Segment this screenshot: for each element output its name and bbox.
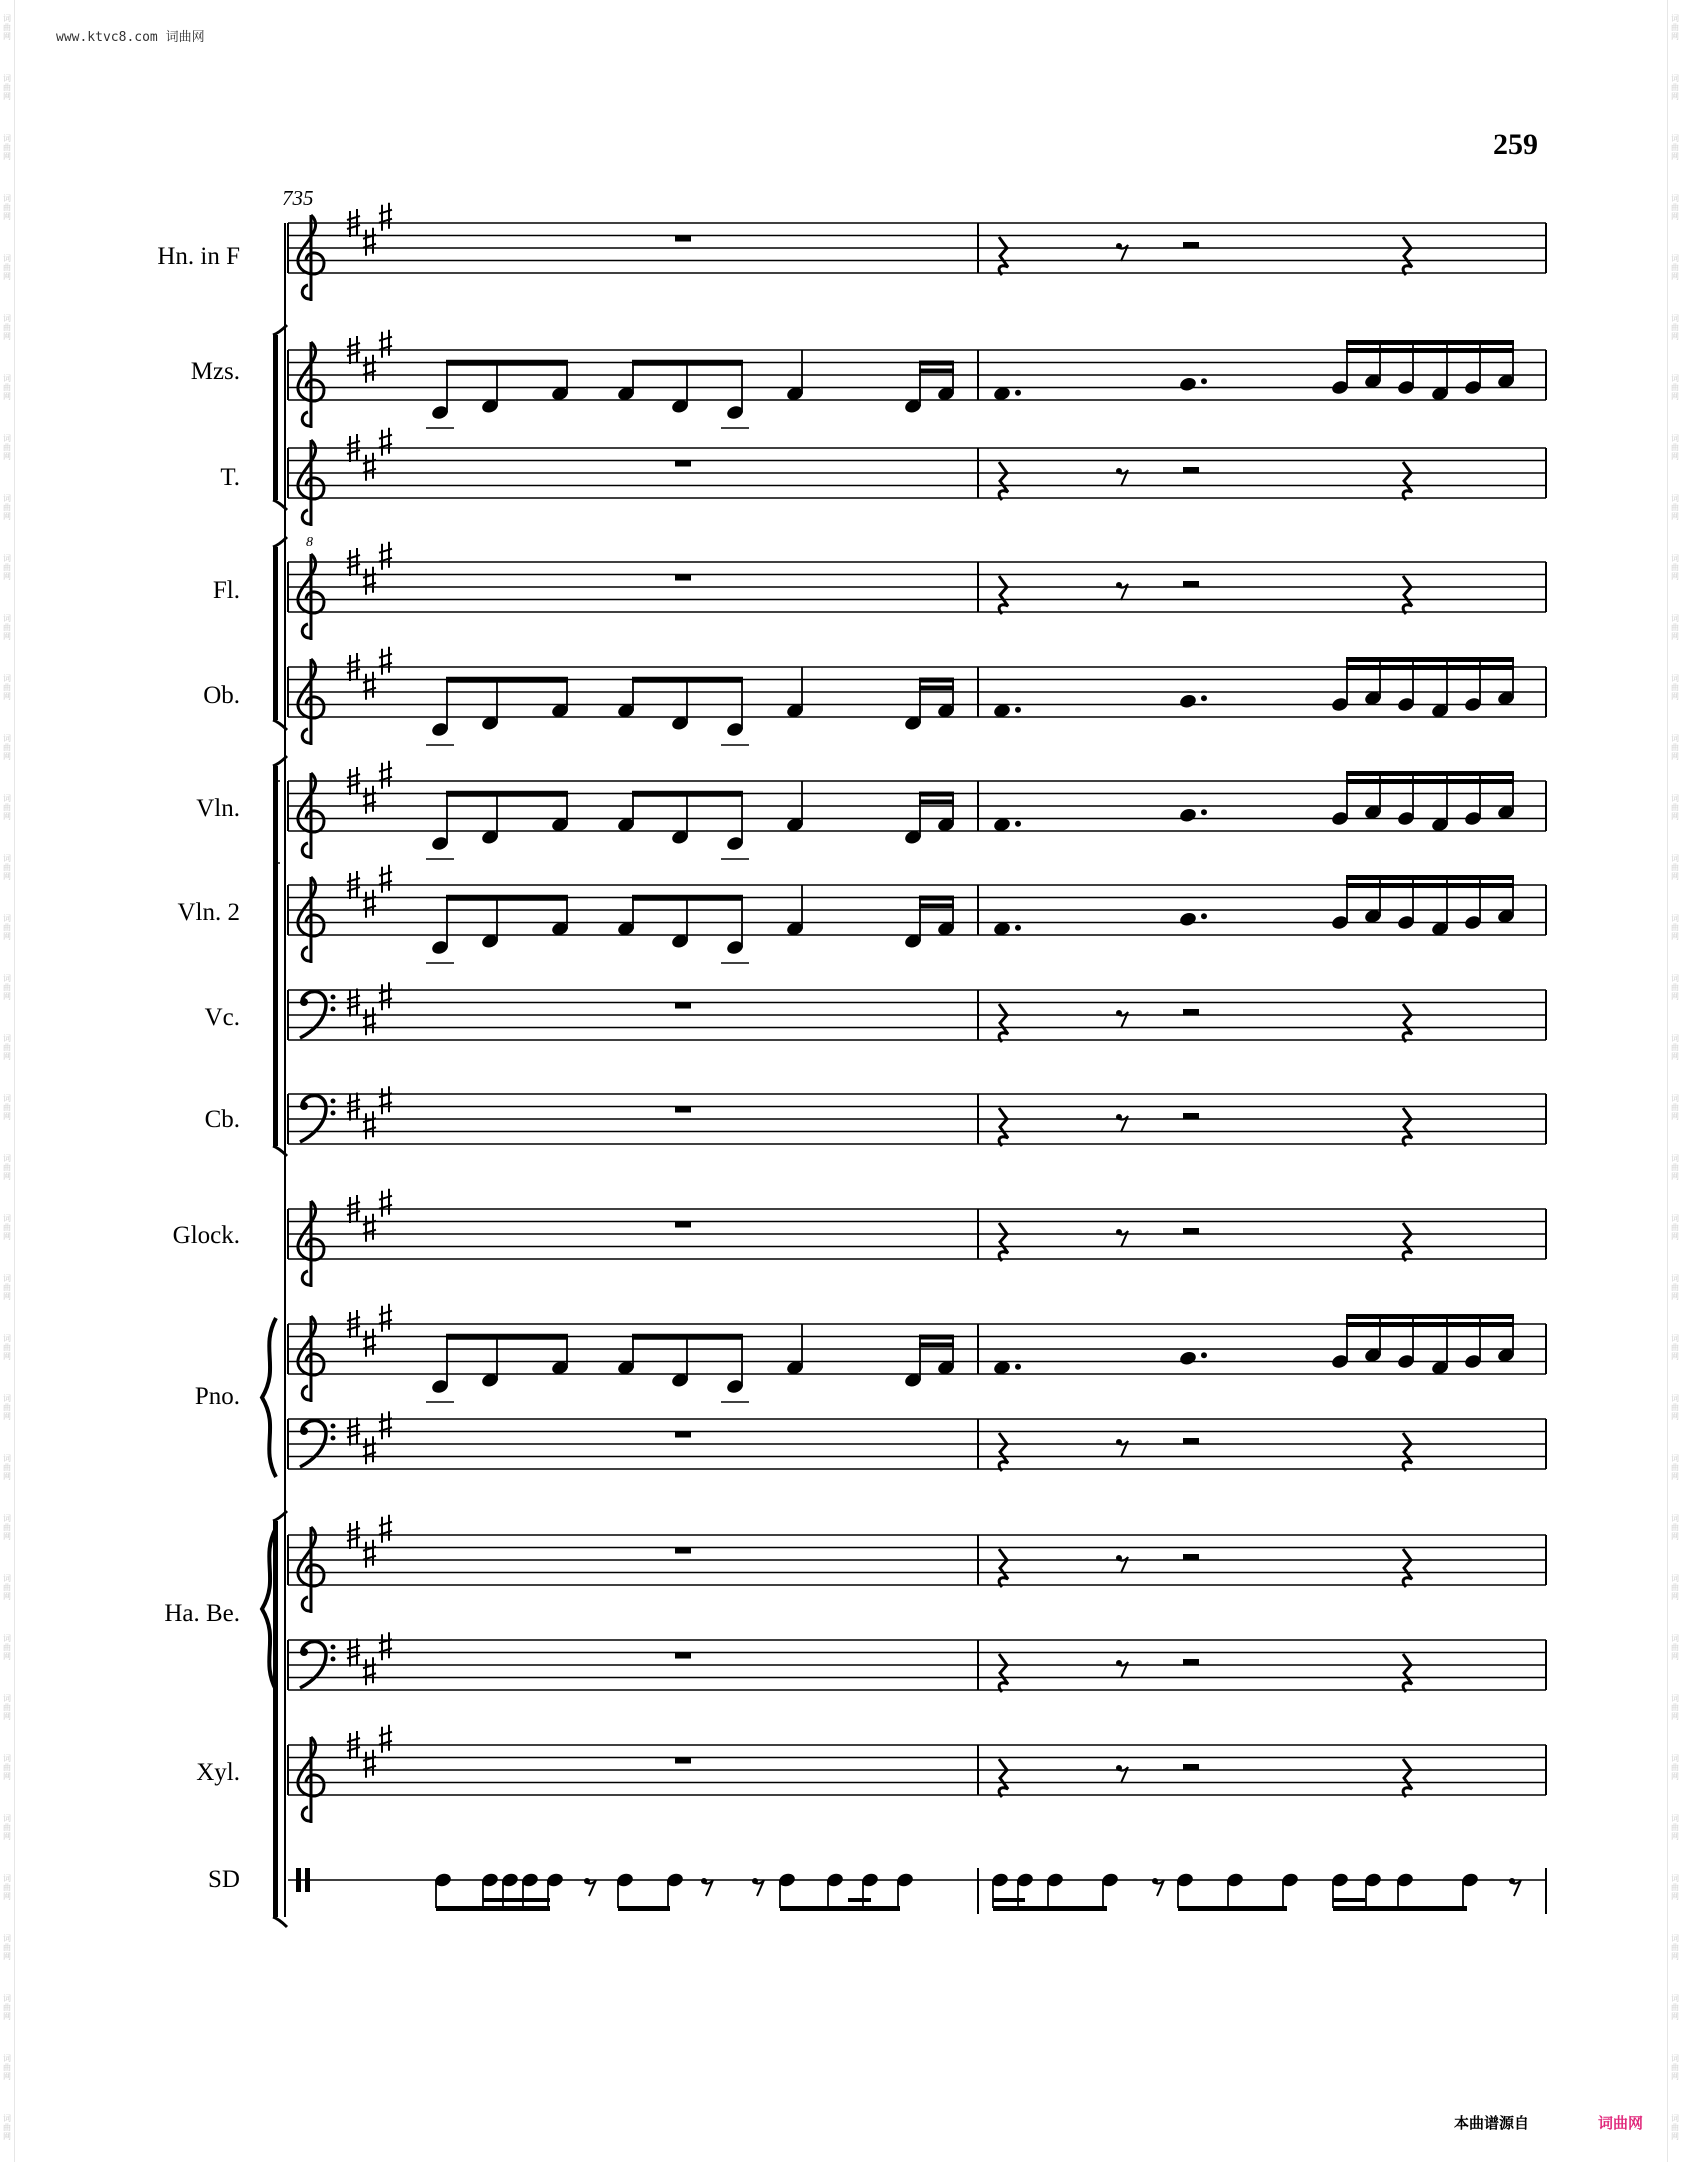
treble-clef	[298, 1201, 324, 1287]
sharp-sign	[363, 890, 376, 918]
watermark-glyph: 词 曲 网	[3, 1394, 11, 1421]
beam	[446, 895, 568, 901]
quarter-rest	[1403, 1223, 1412, 1261]
instrument-label: T.	[220, 464, 240, 491]
instrument-label: SD	[208, 1866, 240, 1893]
half-rest	[1183, 467, 1199, 473]
beam	[618, 1906, 670, 1911]
sharp-sign	[379, 1304, 392, 1332]
staff	[288, 542, 1546, 640]
beam	[993, 1906, 1107, 1911]
watermark-glyph: 词 曲 网	[1671, 1874, 1679, 1901]
beam	[436, 1906, 550, 1911]
watermark-glyph: 词 曲 网	[3, 674, 11, 701]
watermark-glyph: 词 曲 网	[3, 134, 11, 161]
augmentation-dot	[1015, 821, 1021, 827]
eighth-rest	[1119, 1012, 1128, 1028]
site-name[interactable]: 词曲网	[165, 30, 205, 45]
staff	[288, 1868, 1546, 1914]
watermark-glyph: 词 曲 网	[1671, 1574, 1679, 1601]
staff	[288, 330, 1546, 428]
beam	[919, 686, 954, 691]
sharp-sign	[363, 1329, 376, 1357]
instrument-label: Ha. Be.	[164, 1600, 240, 1627]
watermark-glyph: 词 曲 网	[1671, 674, 1679, 701]
note-head	[1178, 911, 1197, 928]
beam	[446, 791, 568, 797]
staff	[288, 761, 1546, 859]
quarter-rest	[999, 1654, 1008, 1692]
sharp-sign	[363, 1540, 376, 1568]
instrument-label: Xyl.	[196, 1759, 240, 1786]
bracket-lower	[273, 1521, 278, 1917]
watermark-glyph: 词 曲 网	[1671, 2054, 1679, 2081]
watermark-glyph: 词 曲 网	[3, 614, 11, 641]
beam	[919, 1335, 954, 1340]
watermark-glyph: 词 曲 网	[3, 1874, 11, 1901]
treble-clef	[298, 215, 324, 301]
beam	[1346, 657, 1514, 662]
eighth-rest	[755, 1880, 764, 1896]
staff	[288, 1304, 1546, 1402]
beam	[632, 791, 743, 797]
quarter-rest	[999, 576, 1008, 614]
quarter-rest	[1403, 1759, 1412, 1797]
watermark-glyph: 词 曲 网	[3, 1814, 11, 1841]
quarter-rest	[1403, 1004, 1412, 1042]
bass-clef-dot	[300, 1648, 308, 1656]
whole-rest	[675, 461, 691, 467]
watermark-glyph: 词 曲 网	[1671, 914, 1679, 941]
beam	[446, 1334, 568, 1340]
sharp-sign	[379, 1086, 392, 1114]
sharp-sign	[379, 1411, 392, 1439]
watermark-glyph: 词 曲 网	[3, 2054, 11, 2081]
watermark-glyph: 词 曲 网	[1671, 1754, 1679, 1781]
sharp-sign	[363, 1111, 376, 1139]
beam	[919, 792, 954, 797]
beam	[446, 677, 568, 683]
watermark-glyph: 词 曲 网	[1671, 134, 1679, 161]
watermark-glyph: 词 曲 网	[3, 1634, 11, 1661]
sharp-sign	[379, 1515, 392, 1543]
watermark-glyph: 词 曲 网	[1671, 434, 1679, 461]
watermark-glyph: 词 曲 网	[1671, 1694, 1679, 1721]
bass-clef-dot	[331, 995, 336, 1000]
watermark-glyph: 词 曲 网	[3, 794, 11, 821]
watermark-glyph: 词 曲 网	[3, 374, 11, 401]
instrument-label: Vln. 2	[177, 899, 240, 926]
beam	[1346, 665, 1514, 670]
watermark-glyph: 词 曲 网	[3, 1034, 11, 1061]
augmentation-dot	[1201, 913, 1207, 919]
quarter-rest	[999, 1004, 1008, 1042]
watermark-glyph: 词 曲 网	[1671, 1394, 1679, 1421]
eighth-rest	[1119, 1231, 1128, 1247]
sharp-sign	[363, 228, 376, 256]
quarter-rest	[999, 1759, 1008, 1797]
watermark-glyph: 词 曲 网	[1671, 2114, 1679, 2141]
beam	[919, 369, 954, 374]
sharp-sign	[379, 647, 392, 675]
bass-clef-dot	[300, 998, 308, 1006]
watermark-glyph: 词 曲 网	[3, 1994, 11, 2021]
instrument-label: Cb.	[204, 1106, 240, 1133]
sharp-sign	[363, 1007, 376, 1035]
eighth-rest	[1119, 1557, 1128, 1573]
watermark-glyph: 词 曲 网	[3, 914, 11, 941]
instrument-label: Vln.	[196, 795, 240, 822]
watermark-glyph: 词 曲 网	[1671, 1274, 1679, 1301]
eighth-rest	[1119, 1662, 1128, 1678]
watermark-glyph: 词 曲 网	[1671, 314, 1679, 341]
bracket-voices	[273, 335, 278, 500]
instrument-label: Pno.	[194, 1383, 240, 1410]
half-rest	[1183, 1554, 1199, 1560]
watermark-glyph: 词 曲 网	[1671, 1034, 1679, 1061]
sharp-sign	[363, 1657, 376, 1685]
half-rest	[1183, 581, 1199, 587]
beam	[1333, 1906, 1467, 1911]
bracket-lower-bottom	[273, 1917, 287, 1927]
watermark-glyph: 词 曲 网	[1671, 254, 1679, 281]
watermark-glyph: 词 曲 网	[1671, 1514, 1679, 1541]
bass-clef-dot	[300, 1427, 308, 1435]
whole-rest	[675, 1432, 691, 1438]
watermark-glyph: 词 曲 网	[1671, 1994, 1679, 2021]
quarter-rest	[1403, 237, 1412, 275]
watermark-glyph: 词 曲 网	[1671, 1454, 1679, 1481]
beam	[1346, 1314, 1514, 1319]
sharp-sign	[363, 1750, 376, 1778]
staff	[288, 1725, 1546, 1823]
watermark-glyph: 词 曲 网	[1671, 14, 1679, 41]
watermark-glyph: 词 曲 网	[3, 1934, 11, 1961]
beam	[919, 678, 954, 683]
instrument-label: Vc.	[204, 1004, 240, 1031]
beam	[1346, 1322, 1514, 1327]
watermark-glyph: 词 曲 网	[3, 1334, 11, 1361]
sharp-sign	[363, 1436, 376, 1464]
watermark-glyph: 词 曲 网	[1671, 1154, 1679, 1181]
staff	[288, 1189, 1546, 1287]
staff	[288, 1086, 1546, 1146]
bass-clef-dot	[300, 1102, 308, 1110]
eighth-rest	[1119, 470, 1128, 486]
watermark-glyph: 词 曲 网	[3, 734, 11, 761]
augmentation-dot	[1015, 707, 1021, 713]
sharp-sign	[379, 865, 392, 893]
whole-rest	[675, 1107, 691, 1113]
watermark-glyph: 词 曲 网	[1671, 494, 1679, 521]
watermark-glyph: 词 曲 网	[3, 554, 11, 581]
bass-clef-dot	[331, 1645, 336, 1650]
treble-clef	[298, 773, 324, 859]
bass-clef-dot	[331, 1099, 336, 1104]
treble-clef	[298, 659, 324, 745]
sharp-sign	[379, 1189, 392, 1217]
watermark-glyph: 词 曲 网	[1671, 194, 1679, 221]
treble-clef	[298, 877, 324, 963]
eighth-rest	[1155, 1880, 1164, 1896]
treble-clef	[298, 440, 324, 526]
beam	[848, 1898, 871, 1902]
beam	[993, 1898, 1025, 1902]
instrument-label: Fl.	[212, 577, 240, 604]
sharp-sign	[379, 982, 392, 1010]
eighth-rest	[587, 1880, 596, 1896]
watermark-glyph: 词 曲 网	[3, 254, 11, 281]
bass-clef-dot	[331, 1007, 336, 1012]
augmentation-dot	[1015, 925, 1021, 931]
sharp-sign	[379, 761, 392, 789]
treble-clef	[298, 554, 324, 640]
sharp-sign	[379, 542, 392, 570]
watermark-glyph: 词 曲 网	[1671, 614, 1679, 641]
watermark-glyph: 词 曲 网	[1671, 1214, 1679, 1241]
beam	[1346, 779, 1514, 784]
measure-number: 735	[282, 186, 314, 210]
beam	[1346, 771, 1514, 776]
eighth-rest	[1119, 1441, 1128, 1457]
staff	[288, 203, 1546, 301]
beam	[780, 1906, 900, 1911]
footer-source-note: 本曲谱源自	[1454, 2114, 1530, 2132]
sharp-sign	[379, 330, 392, 358]
whole-rest	[675, 575, 691, 581]
watermark-glyph: 词 曲 网	[3, 194, 11, 221]
beam	[1346, 340, 1514, 345]
quarter-rest	[1403, 1433, 1412, 1471]
note-head	[1178, 807, 1197, 824]
instrument-label: Ob.	[203, 682, 240, 709]
staff	[288, 1632, 1546, 1692]
sharp-sign	[363, 567, 376, 595]
eighth-rest	[1119, 584, 1128, 600]
watermark-glyph: 词 曲 网	[1671, 734, 1679, 761]
watermark-glyph: 词 曲 网	[3, 854, 11, 881]
beam	[919, 896, 954, 901]
sharp-sign	[363, 672, 376, 700]
quarter-rest	[999, 237, 1008, 275]
half-rest	[1183, 1228, 1199, 1234]
watermark-glyph: 词 曲 网	[3, 1094, 11, 1121]
watermark-glyph: 词 曲 网	[3, 1694, 11, 1721]
watermark-glyph: 词 曲 网	[3, 1574, 11, 1601]
half-rest	[1183, 1659, 1199, 1665]
staff	[288, 428, 1546, 550]
watermark-glyph: 词 曲 网	[1671, 74, 1679, 101]
beam	[1346, 883, 1514, 888]
sharp-sign	[363, 786, 376, 814]
watermark-glyph: 词 曲 网	[3, 314, 11, 341]
sharp-sign	[363, 453, 376, 481]
quarter-rest	[1403, 1654, 1412, 1692]
beam	[919, 1343, 954, 1348]
watermark-glyph: 词 曲 网	[3, 1454, 11, 1481]
half-rest	[1183, 1009, 1199, 1015]
staff	[288, 647, 1546, 745]
site-url[interactable]: www.ktvc8.com	[56, 30, 158, 45]
sharp-sign	[379, 428, 392, 456]
instrument-label: Hn. in F	[157, 243, 240, 270]
bracket-woodwinds	[273, 547, 278, 720]
staff	[288, 982, 1546, 1042]
page-number: 259	[1493, 128, 1538, 161]
half-rest	[1183, 1764, 1199, 1770]
watermark-glyph: 词 曲 网	[1671, 1334, 1679, 1361]
quarter-rest	[999, 1433, 1008, 1471]
eighth-rest	[1512, 1880, 1521, 1896]
beam	[1346, 348, 1514, 353]
whole-rest	[675, 1222, 691, 1228]
footer-brand[interactable]: 词曲网	[1598, 2114, 1644, 2132]
watermark-glyph: 词 曲 网	[3, 974, 11, 1001]
whole-rest	[675, 1758, 691, 1764]
bass-clef-dot	[331, 1111, 336, 1116]
watermark-glyph: 词 曲 网	[3, 2114, 11, 2141]
watermark-glyph: 词 曲 网	[1671, 1094, 1679, 1121]
quarter-rest	[999, 462, 1008, 500]
beam	[446, 360, 568, 366]
staff	[288, 1515, 1546, 1613]
watermark-glyph: 词 曲 网	[3, 74, 11, 101]
beam	[632, 360, 743, 366]
quarter-rest	[1403, 1108, 1412, 1146]
percussion-clef	[305, 1868, 310, 1892]
beam	[1178, 1906, 1287, 1911]
augmentation-dot	[1015, 1364, 1021, 1370]
half-rest	[1183, 242, 1199, 248]
watermark-glyph: 词 曲 网	[1671, 1934, 1679, 1961]
treble-clef	[298, 1316, 324, 1402]
sharp-sign	[363, 355, 376, 383]
quarter-rest	[999, 1549, 1008, 1587]
beam	[483, 1898, 550, 1902]
quarter-rest	[1403, 462, 1412, 500]
note-head	[1178, 1350, 1197, 1367]
watermark-glyph: 词 曲 网	[1671, 854, 1679, 881]
eighth-rest	[704, 1880, 713, 1896]
quarter-rest	[999, 1108, 1008, 1146]
note-head	[1178, 693, 1197, 710]
watermark-glyph: 词 曲 网	[3, 1274, 11, 1301]
sharp-sign	[379, 1632, 392, 1660]
watermark-glyph: 词 曲 网	[1671, 554, 1679, 581]
watermark-glyph: 词 曲 网	[3, 1514, 11, 1541]
watermark-glyph: 词 曲 网	[3, 1754, 11, 1781]
octave-marker: 8	[306, 535, 313, 550]
bass-clef-dot	[331, 1424, 336, 1429]
beam	[632, 1334, 743, 1340]
watermark-glyph: 词 曲 网	[1671, 374, 1679, 401]
bass-clef-dot	[331, 1436, 336, 1441]
augmentation-dot	[1015, 390, 1021, 396]
watermark-glyph: 词 曲 网	[1671, 974, 1679, 1001]
instrument-label: Glock.	[172, 1222, 240, 1249]
sharp-sign	[379, 1725, 392, 1753]
half-rest	[1183, 1113, 1199, 1119]
beam	[632, 895, 743, 901]
watermark-glyph: 词 曲 网	[3, 1154, 11, 1181]
beam	[919, 800, 954, 805]
quarter-rest	[1403, 1549, 1412, 1587]
beam	[1346, 875, 1514, 880]
instrument-label: Mzs.	[190, 358, 240, 385]
watermark-glyph: 词 曲 网	[3, 494, 11, 521]
whole-rest	[675, 1653, 691, 1659]
watermark-glyph: 词 曲 网	[3, 14, 11, 41]
half-rest	[1183, 1438, 1199, 1444]
beam	[632, 677, 743, 683]
quarter-rest	[999, 1223, 1008, 1261]
watermark-glyph: 词 曲 网	[1671, 1634, 1679, 1661]
eighth-rest	[1119, 245, 1128, 261]
beam	[1333, 1898, 1365, 1902]
eighth-rest	[1119, 1767, 1128, 1783]
whole-rest	[675, 1548, 691, 1554]
note-head	[1178, 376, 1197, 393]
treble-clef	[298, 1737, 324, 1823]
augmentation-dot	[1201, 695, 1207, 701]
beam	[919, 361, 954, 366]
brace-piano	[262, 1318, 276, 1477]
augmentation-dot	[1201, 378, 1207, 384]
augmentation-dot	[1201, 809, 1207, 815]
watermark-glyph: 词 曲 网	[3, 1214, 11, 1241]
whole-rest	[675, 1003, 691, 1009]
sharp-sign	[379, 203, 392, 231]
beam	[919, 904, 954, 909]
whole-rest	[675, 236, 691, 242]
percussion-clef	[296, 1868, 301, 1892]
treble-clef	[298, 1527, 324, 1613]
treble-clef	[298, 342, 324, 428]
watermark-glyph: 词 曲 网	[3, 434, 11, 461]
staff	[288, 1411, 1546, 1471]
quarter-rest	[1403, 576, 1412, 614]
watermark-glyph: 词 曲 网	[1671, 794, 1679, 821]
augmentation-dot	[1201, 1352, 1207, 1358]
eighth-rest	[1119, 1116, 1128, 1132]
bass-clef-dot	[331, 1657, 336, 1662]
staff	[288, 865, 1546, 963]
sharp-sign	[363, 1214, 376, 1242]
watermark-glyph: 词 曲 网	[1671, 1814, 1679, 1841]
